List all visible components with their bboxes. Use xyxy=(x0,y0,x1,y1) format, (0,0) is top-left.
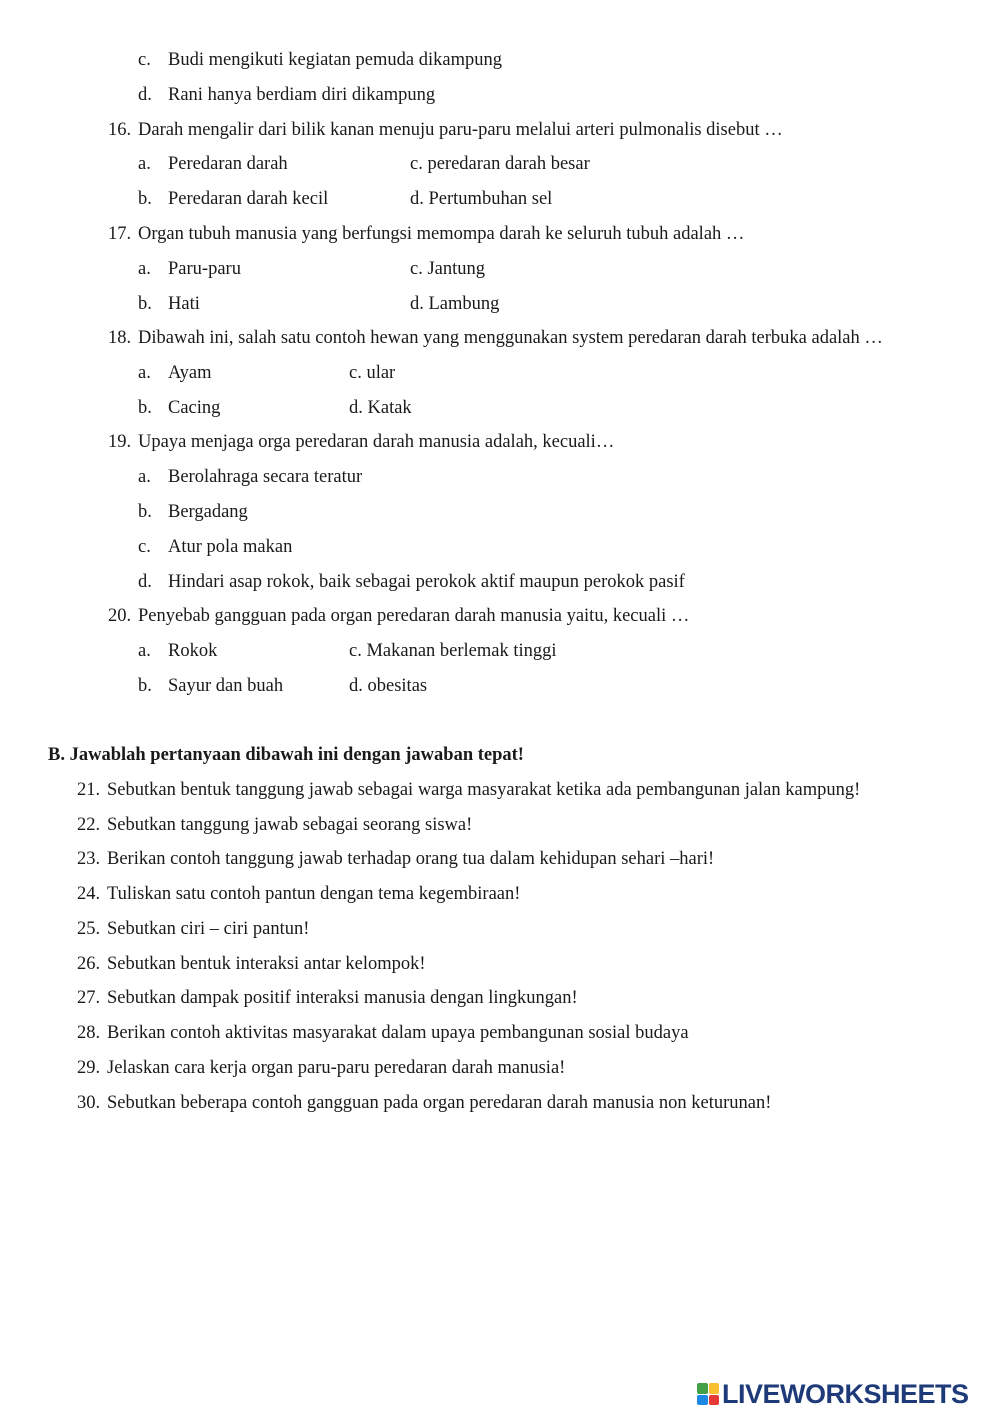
question-26 xyxy=(77,953,426,975)
question-20 xyxy=(108,605,689,627)
question-text: Berikan contoh aktivitas masyarakat dalam upaya pembangunan sosial budaya xyxy=(107,1023,689,1043)
liveworksheets-logo xyxy=(697,1380,969,1408)
option-d xyxy=(138,571,685,593)
option-text: Sayur dan buah xyxy=(168,676,284,696)
question-text: Tuliskan satu contoh pantun dengan tema kegembiraan! xyxy=(107,884,521,904)
question-text: Berikan contoh tanggung jawab terhadap orang tua dalam kehidupan sehari –hari! xyxy=(107,849,715,869)
options-row xyxy=(138,188,838,210)
option-text: Budi mengikuti kegiatan pemuda dikampung xyxy=(168,50,502,70)
question-text: Sebutkan ciri – ciri pantun! xyxy=(107,919,310,939)
option-c xyxy=(138,536,292,558)
option-text: c. Makanan berlemak tinggi xyxy=(349,641,557,661)
question-16 xyxy=(108,119,783,141)
options-row xyxy=(138,293,838,315)
option-label: b. xyxy=(138,502,152,522)
liveworksheets-mark-icon xyxy=(697,1383,719,1405)
question-number: 16. xyxy=(108,120,132,140)
options-row xyxy=(138,362,738,384)
option-text: d. Lambung xyxy=(410,294,500,314)
question-number: 25. xyxy=(77,919,101,939)
option-label: b. xyxy=(138,398,152,418)
option-text: Rokok xyxy=(168,641,218,661)
question-21 xyxy=(77,779,860,801)
option-text: d. Pertumbuhan sel xyxy=(410,189,553,209)
question-number: 27. xyxy=(77,988,101,1008)
option-label: b. xyxy=(138,189,152,209)
question-text: Sebutkan bentuk tanggung jawab sebagai warga masyarakat ketika ada pembangunan jalan kampung! xyxy=(107,780,861,800)
question-text: Penyebab gangguan pada organ peredaran darah manusia yaitu, kecuali … xyxy=(138,606,690,626)
question-text: Sebutkan dampak positif interaksi manusia dengan lingkungan! xyxy=(107,988,578,1008)
options-row xyxy=(138,675,738,697)
options-row xyxy=(138,640,738,662)
option-label: a. xyxy=(138,259,151,279)
options-row xyxy=(138,153,838,175)
question-25 xyxy=(77,918,309,940)
option-text: Peredaran darah xyxy=(168,154,288,174)
option-text: Hati xyxy=(168,294,200,314)
options-row xyxy=(138,258,838,280)
option-text: Peredaran darah kecil xyxy=(168,189,329,209)
question-text: Jelaskan cara kerja organ paru-paru peredaran darah manusia! xyxy=(107,1058,566,1078)
option-text: c. ular xyxy=(349,363,396,383)
question-28 xyxy=(77,1022,689,1044)
question-number: 17. xyxy=(108,224,132,244)
option-text: c. peredaran darah besar xyxy=(410,154,590,174)
question-text: Sebutkan beberapa contoh gangguan pada organ peredaran darah manusia non keturunan! xyxy=(107,1093,772,1113)
option-label: a. xyxy=(138,363,151,383)
question-22 xyxy=(77,814,472,836)
option-text: Bergadang xyxy=(168,502,248,522)
question-24 xyxy=(77,883,520,905)
question-number: 21. xyxy=(77,780,101,800)
option-text: Atur pola makan xyxy=(168,537,293,557)
question-number: 29. xyxy=(77,1058,101,1078)
option-text: Paru-paru xyxy=(168,259,241,279)
question-text: Organ tubuh manusia yang berfungsi memompa darah ke seluruh tubuh adalah … xyxy=(138,224,745,244)
option-text: Ayam xyxy=(168,363,212,383)
question-number: 28. xyxy=(77,1023,101,1043)
section-b-title: B. Jawablah pertanyaan dibawah ini dengan jawaban tepat! xyxy=(48,745,524,765)
option-label: c. xyxy=(138,537,151,557)
option-text: Rani hanya berdiam diri dikampung xyxy=(168,85,436,105)
question-text: Sebutkan bentuk interaksi antar kelompok! xyxy=(107,954,426,974)
option-label: a. xyxy=(138,154,151,174)
question-number: 18. xyxy=(108,328,132,348)
question-text: Upaya menjaga orga peredaran darah manusia adalah, kecuali… xyxy=(138,432,615,452)
question-19 xyxy=(108,431,614,453)
question-number: 23. xyxy=(77,849,101,869)
question-number: 30. xyxy=(77,1093,101,1113)
option-text: Hindari asap rokok, baik sebagai perokok aktif maupun perokok pasif xyxy=(168,572,685,592)
option-c xyxy=(138,49,502,71)
option-text: d. Katak xyxy=(349,398,412,418)
question-29 xyxy=(77,1057,565,1079)
option-text: c. Jantung xyxy=(410,259,486,279)
option-label: b. xyxy=(138,676,152,696)
question-number: 22. xyxy=(77,815,101,835)
question-27 xyxy=(77,987,578,1009)
option-d xyxy=(138,84,435,106)
options-row xyxy=(138,397,738,419)
option-text: d. obesitas xyxy=(349,676,428,696)
question-30 xyxy=(77,1092,771,1114)
question-text: Sebutkan tanggung jawab sebagai seorang siswa! xyxy=(107,815,473,835)
option-a xyxy=(138,466,362,488)
question-23 xyxy=(77,848,714,870)
option-text: Berolahraga secara teratur xyxy=(168,467,363,487)
question-text: Darah mengalir dari bilik kanan menuju paru-paru melalui arteri pulmonalis disebut … xyxy=(138,120,783,140)
question-number: 26. xyxy=(77,954,101,974)
question-17 xyxy=(108,223,744,245)
option-b xyxy=(138,501,248,523)
option-label: d. xyxy=(138,85,152,105)
question-number: 24. xyxy=(77,884,101,904)
question-number: 20. xyxy=(108,606,132,626)
option-label: b. xyxy=(138,294,152,314)
option-label: a. xyxy=(138,641,151,661)
option-label: d. xyxy=(138,572,152,592)
option-text: Cacing xyxy=(168,398,221,418)
option-label: c. xyxy=(138,50,151,70)
question-18 xyxy=(108,327,883,349)
liveworksheets-wordmark: LIVEWORKSHEETS xyxy=(722,1378,969,1409)
option-label: a. xyxy=(138,467,151,487)
question-number: 19. xyxy=(108,432,132,452)
question-text: Dibawah ini, salah satu contoh hewan yang menggunakan system peredaran darah terbuka adalah … xyxy=(138,328,883,348)
